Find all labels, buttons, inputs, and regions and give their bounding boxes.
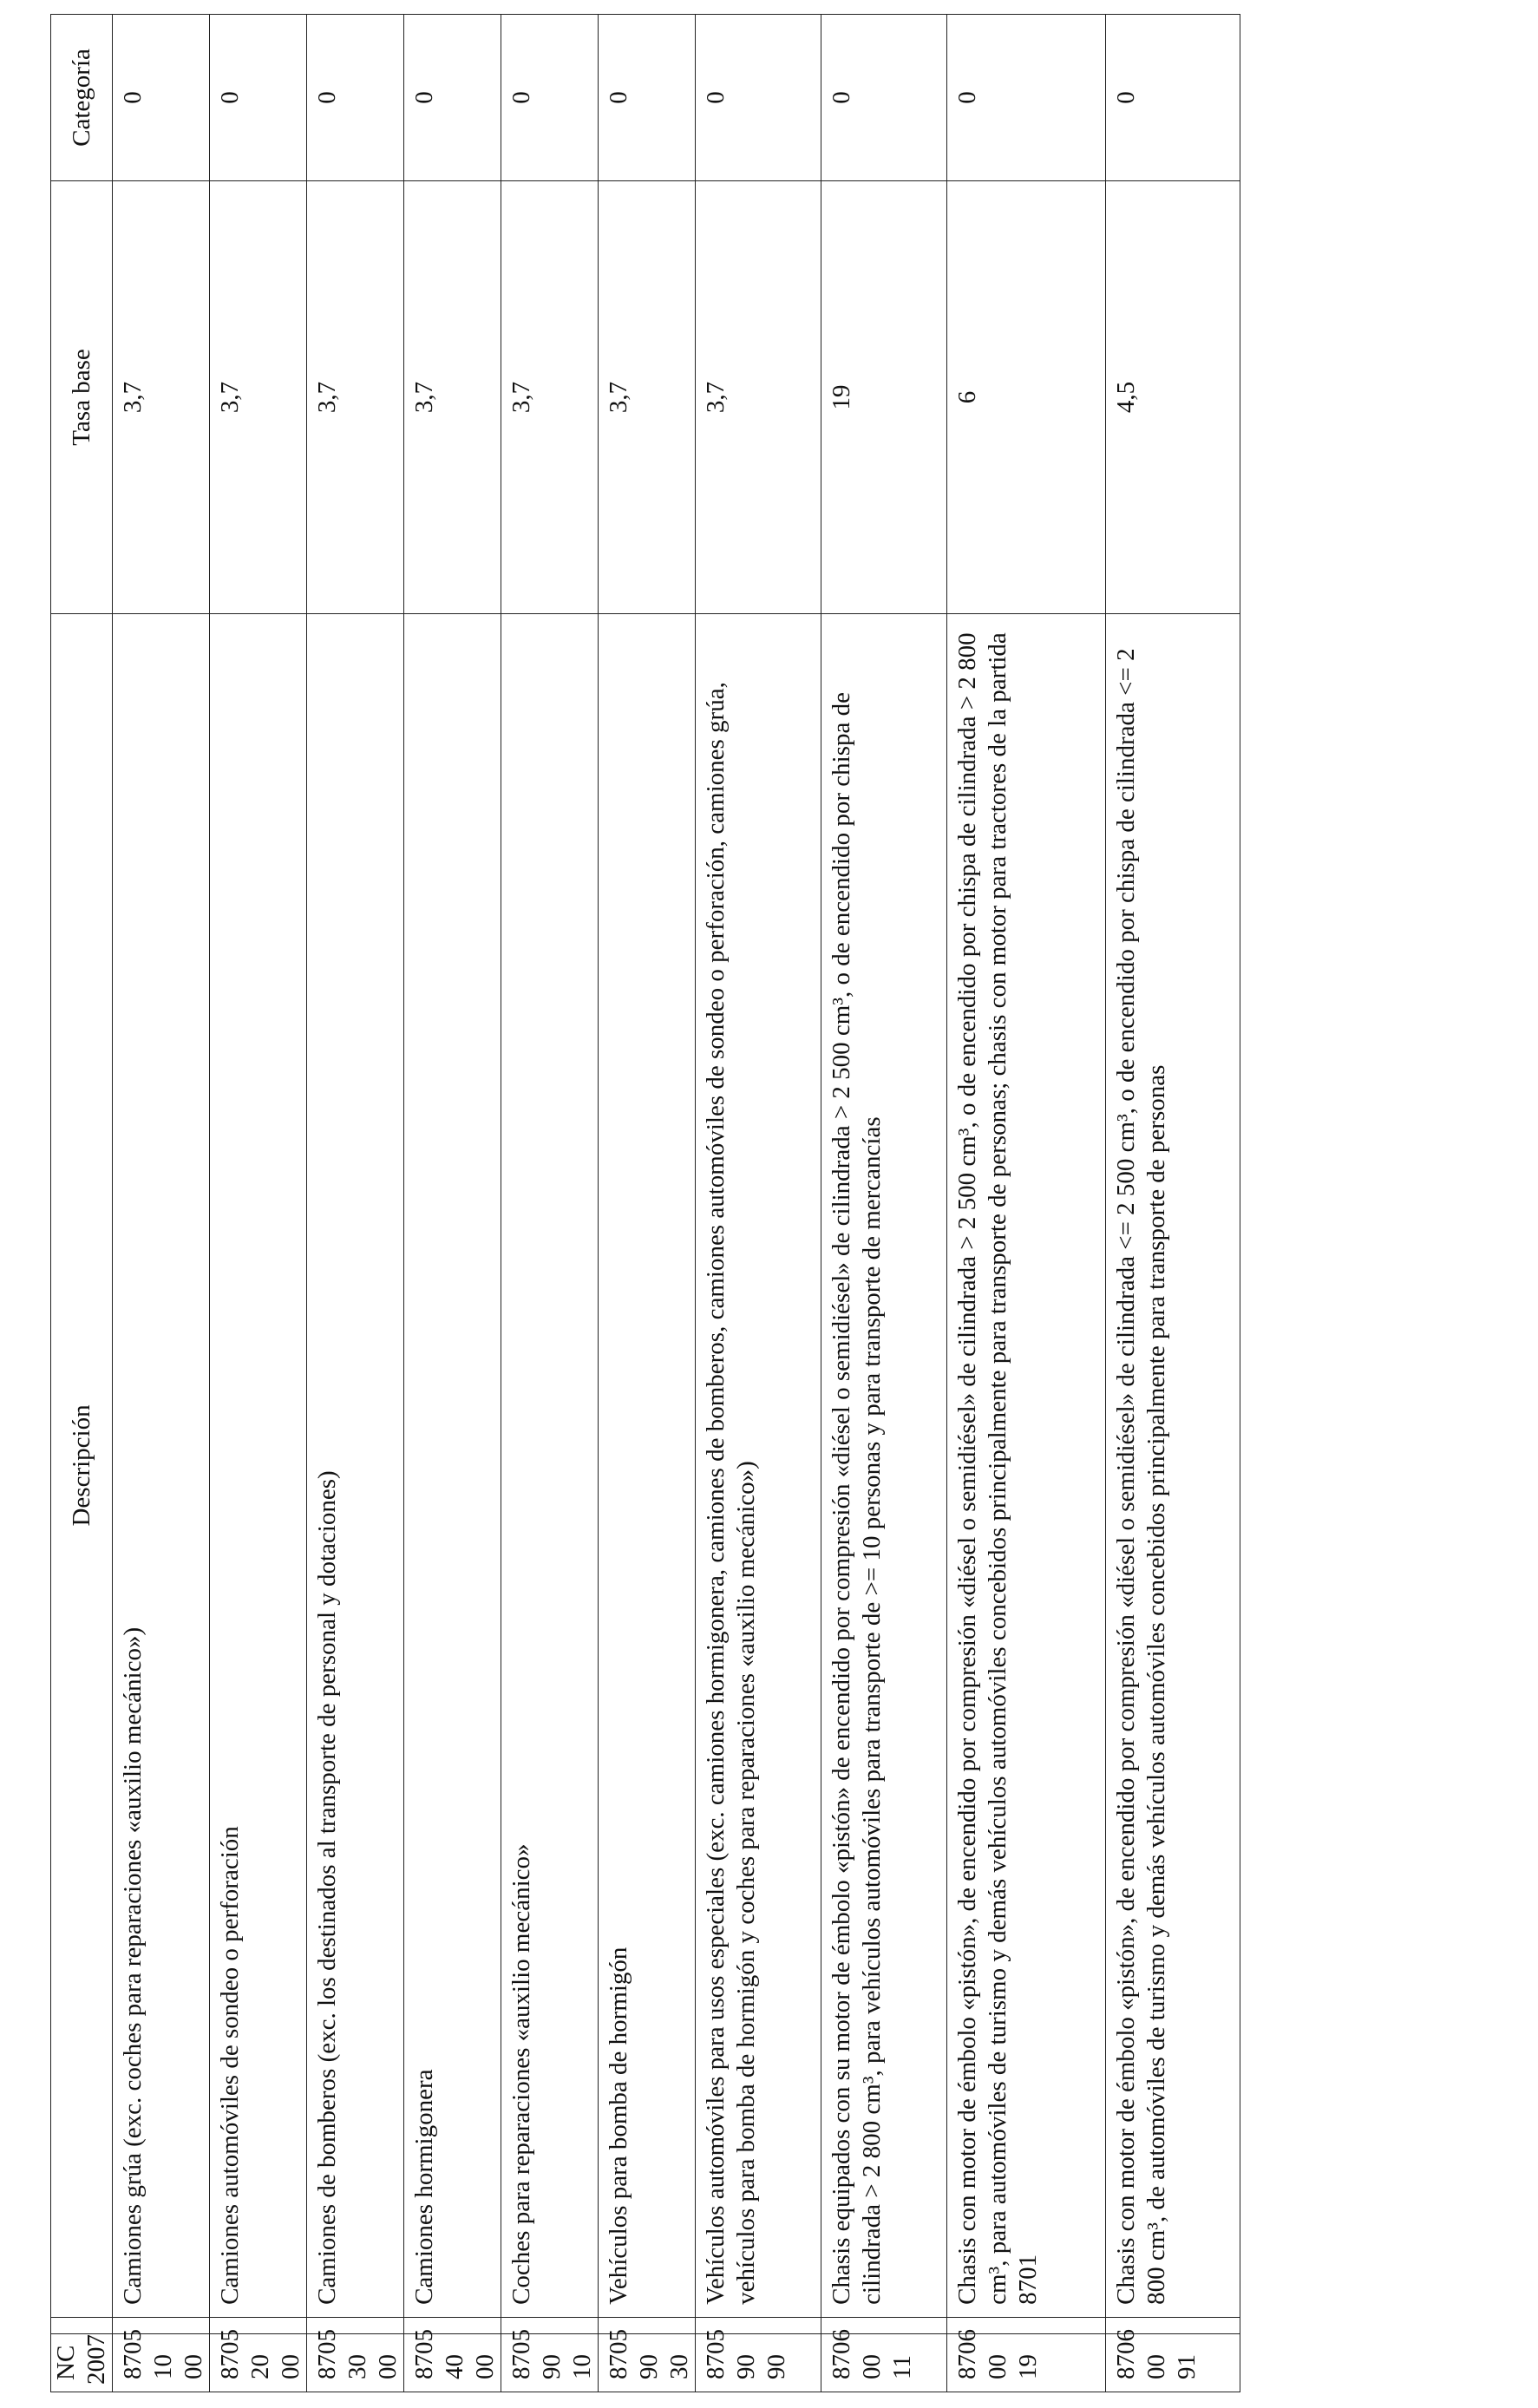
cell-category: 0 [210, 15, 307, 181]
cell-description: Camiones grúa (exc. coches para reparaciones «auxilio mecánico») [113, 613, 210, 2317]
header-row [51, 15, 113, 2392]
table-row [307, 15, 404, 2392]
cell-rate: 4,5 [1106, 180, 1240, 613]
table-row [210, 15, 307, 2392]
cell-rate: 3,7 [404, 180, 501, 613]
cell-description: Chasis con motor de émbolo «pistón», de encendido por compresión «diésel o semidiésel» de cilindrada <= 2 500 cm³, o de encendido por chispa de cilindrada <= 2 800 cm³, de automóviles de turismo y demás vehículos automóviles concebidos principalmente para transporte de personas [1106, 613, 1240, 2317]
cell-rate: 3,7 [696, 180, 821, 613]
cell-category: 0 [404, 15, 501, 181]
cell-description: Camiones de bomberos (exc. los destinados al transporte de personal y dotaciones) [307, 613, 404, 2317]
cell-nc: 8705 90 10 [501, 2333, 599, 2392]
cell-category: 0 [113, 15, 210, 181]
cell-nc: 8706 00 11 [821, 2333, 947, 2392]
table-row [1106, 15, 1240, 2392]
cell-nc: 8705 40 00 [404, 2333, 501, 2392]
table-row [501, 15, 599, 2392]
cell-category: 0 [696, 15, 821, 181]
cell-category: 0 [599, 15, 696, 181]
header-rate: Tasa base [51, 180, 113, 613]
cell-rate: 3,7 [501, 180, 599, 613]
cell-rate: 6 [947, 180, 1106, 613]
cell-rate: 3,7 [307, 180, 404, 613]
cell-category: 0 [821, 15, 947, 181]
cell-nc: 8705 90 90 [696, 2333, 821, 2392]
cell-rate: 3,7 [210, 180, 307, 613]
cell-description: Vehículos automóviles para usos especiales (exc. camiones hormigonera, camiones de bomberos, camiones automóviles de sondeo o perforación, camiones grúa, vehículos para bomba de hormigón y coches para reparaciones «auxilio mecánico») [696, 613, 821, 2317]
cell-nc: 8706 00 19 [947, 2333, 1106, 2392]
cell-description: Chasis con motor de émbolo «pistón», de encendido por compresión «diésel o semidiésel» de cilindrada > 2 500 cm³, o de encendido por chispa de cilindrada > 2 800 cm³, para automóviles de turismo y demás vehículos automóviles concebidos principalmente para transporte de personas; chasis con motor para tractores de la partida 8701 [947, 613, 1106, 2317]
cell-nc: 8705 20 00 [210, 2333, 307, 2392]
cell-rate: 3,7 [113, 180, 210, 613]
cell-rate: 3,7 [599, 180, 696, 613]
cell-nc: 8705 90 30 [599, 2333, 696, 2392]
header-category: Categoría [51, 15, 113, 181]
cell-nc: 8705 10 00 [113, 2333, 210, 2392]
cell-description: Chasis equipados con su motor de émbolo «pistón» de encendido por compresión «diésel o semidiésel» de cilindrada > 2 500 cm³, o de encendido por chispa de cilindrada > 2 800 cm³, para vehículos automóviles para transporte de >= 10 personas y para transporte de mercancías [821, 613, 947, 2317]
table-row [113, 15, 210, 2392]
cell-category: 0 [501, 15, 599, 181]
cell-category: 0 [307, 15, 404, 181]
table-row [599, 15, 696, 2392]
cell-description: Coches para reparaciones «auxilio mecánico» [501, 613, 599, 2317]
cell-description: Camiones automóviles de sondeo o perforación [210, 613, 307, 2317]
table-row [696, 15, 821, 2392]
cell-description: Vehículos para bomba de hormigón [599, 613, 696, 2317]
cell-rate: 19 [821, 180, 947, 613]
cell-description: Camiones hormigonera [404, 613, 501, 2317]
header-description: Descripción [51, 613, 113, 2317]
rotated-table-frame [50, 14, 1201, 2392]
cell-category: 0 [947, 15, 1106, 181]
table-row [404, 15, 501, 2392]
cell-category: 0 [1106, 15, 1240, 181]
header-blank [51, 2317, 113, 2333]
table-row [947, 15, 1106, 2392]
tariff-table [50, 14, 1240, 2392]
header-nc: NC 2007 [51, 2333, 113, 2392]
cell-nc: 8706 00 91 [1106, 2333, 1240, 2392]
cell-nc: 8705 30 00 [307, 2333, 404, 2392]
table-row [821, 15, 947, 2392]
